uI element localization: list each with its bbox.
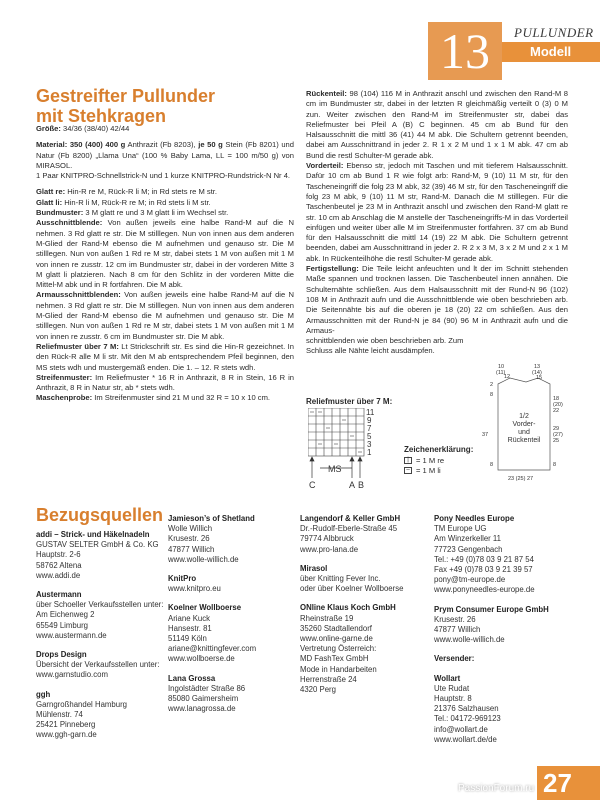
page-number: 27 (537, 766, 600, 800)
supplier-line: oder über Koelner Wollboerse (300, 584, 404, 594)
chart-arrow-label: B (358, 480, 365, 490)
supplier-line: Hansestr. 81 (168, 623, 212, 633)
supplier-line: Vertretung Österreich: (300, 644, 377, 654)
chart-ms-label: MS (328, 464, 342, 474)
watermark: PassionForum.ru (458, 783, 535, 794)
supplier-line: GUSTAV SELTER GmbH & Co. KG (36, 540, 159, 550)
page-title: Gestreifter Pullunder mit Stehkragen (36, 86, 216, 126)
supplier-line: Herrenstraße 24 (300, 674, 357, 684)
supplier-line: 85080 Gaimersheim (168, 694, 239, 704)
supplier-line: Tel.: +49 (0)78 03 9 21 87 54 (434, 554, 534, 564)
supplier-line: über Schoeller Verkaufsstellen unter: (36, 600, 164, 610)
supplier-link[interactable]: www.pro-lana.de (300, 544, 359, 554)
supplier-line: Mode in Handarbeiten (300, 664, 377, 674)
supplier-line: Wolle Willich (168, 524, 213, 534)
supplier-line: Mühlenstr. 74 (36, 710, 83, 720)
legend-title: Zeichenerklärung: (404, 445, 474, 454)
svg-text:29: 29 (553, 426, 560, 432)
supplier-name: Koelner Wollboerse (168, 603, 242, 613)
supplier-link[interactable]: www.ggh-garn.de (36, 730, 97, 740)
supplier-link[interactable]: www.wollboerse.de (168, 654, 235, 664)
supplier-line: Dr.-Rudolf-Eberle-Straße 45 (300, 524, 398, 534)
supplier-link[interactable]: www.wolle-willich.de (168, 554, 239, 564)
supplier-line: Am Eichenweg 2 (36, 610, 95, 620)
supplier-name: Wollart (434, 673, 461, 683)
supplier-link[interactable]: www.lanagrossa.de (168, 704, 236, 714)
supplier-name: Drops Design (36, 650, 87, 660)
svg-text:23 (25) 27: 23 (25) 27 (508, 476, 534, 482)
section-title: PULLUNDER (514, 25, 594, 40)
supplier-link[interactable]: info@wollart.de (434, 724, 488, 734)
supplier-line: Ingolstädter Straße 86 (168, 683, 246, 693)
svg-text:8: 8 (553, 462, 557, 468)
chart-arrow-label: C (309, 480, 316, 490)
supplier-line: MD FashTex GmbH (300, 654, 369, 664)
supplier-link[interactable]: www.addi.de (36, 570, 81, 580)
supplier-line: Tel.: 04172-969123 (434, 714, 501, 724)
svg-text:und: und (518, 429, 530, 436)
supplier-link[interactable]: www.online-garne.de (300, 634, 373, 644)
supplier-line: 51149 Köln (168, 634, 207, 644)
supplier-name: Langendorf & Keller GmbH (300, 514, 401, 523)
chart-row-label: 3 (367, 440, 372, 449)
supplier-name: Pony Needles Europe (434, 514, 515, 523)
supplier-line: Krusestr. 26 (434, 614, 476, 624)
model-number: 13 (428, 22, 502, 80)
legend-li-label: = 1 M li (416, 466, 441, 475)
svg-text:Vorder-: Vorder- (512, 421, 536, 428)
svg-text:2: 2 (490, 382, 494, 388)
supplier-line: Garngroßhandel Hamburg (36, 699, 128, 709)
supplier-line: 58762 Altena (36, 560, 82, 570)
supplier-name: ONline Klaus Koch GmbH (300, 603, 396, 613)
size-line: Größe: 34/36 (38/40) 42/44 (36, 124, 130, 133)
svg-text:15: 15 (536, 375, 543, 381)
supplier-link[interactable]: www.wolle-willich.de (434, 635, 505, 645)
supplier-link[interactable]: www.garnstudio.com (36, 670, 108, 680)
svg-text:37: 37 (482, 432, 489, 438)
supplier-line: Hauptstr. 2-6 (36, 550, 81, 560)
chart-row-label: 11 (366, 408, 375, 417)
supplier-line: 21376 Salzhausen (434, 704, 499, 714)
legend-re-symbol: | (404, 457, 412, 464)
svg-text:(27): (27) (553, 432, 563, 438)
supplier-line: 77723 Gengenbach (434, 544, 503, 554)
svg-text:8: 8 (490, 462, 494, 468)
chart-row-label: 1 (367, 448, 372, 457)
legend-li-symbol: – (404, 467, 412, 474)
supplier-name: ggh (36, 689, 51, 699)
supplier-line: 35260 Stadtallendorf (300, 623, 372, 633)
supplier-column-1 (36, 530, 184, 741)
legend-re-label: = 1 M re (416, 456, 445, 465)
supplier-line: Krusestr. 26 (168, 534, 210, 544)
svg-text:13: 13 (534, 364, 541, 370)
schematic-diagram (478, 362, 578, 490)
chart-row-label: 5 (367, 432, 372, 441)
supplier-line: Am Winzerkeller 11 (434, 534, 502, 544)
supplier-line: Hauptstr. 8 (434, 694, 472, 704)
supplier-line: 25421 Pinneberg (36, 720, 96, 730)
supplier-name: Jamieson’s of Shetland (168, 514, 255, 523)
supplier-name: Prym Consumer Europe GmbH (434, 604, 549, 614)
right-column: Rückenteil: 98 (104) 116 M in Anthrazit anschl und zwischen den Rand-M 8 cm im Bundmuster str, dabei in der letzten R gleichmäßig verteilt 0 (3) 0 M zun. Weiter zwischen den Rand-M im Streifenmuster str, dabei das Reliefmuster bei Pfeil A (B) C beginnen. 45 cm ab Bund für den Halsausschnitt die mittl 36 (41) 44 M abk. Die Schultern getrennt beenden, dabei am Ausschnittrand in jeder 2. R 1 x 2 M und 1 x 1 M abk. 47 cm ab Bund die restl Schulter-M gerade abk. Vorderteil: Ebenso str, jedoch mit Taschen und mit tieferem Halsausschnitt. Dafür 10 cm ab Bund 1 R wie folgt arb: Rand-M, 9 (10) 11 M str, für den Tascheneingriff die folg 23 M abk, 32 (39) 46 M str, für den Tascheneingriff die folg 23 M abk, 9 (10) 11 M str, Rand-M. Danach die M stilllegen. Für die Taschenbeutel je 23 M in Anthrazit anschl und zwischen den Rand-M glatt re str. 10 cm ab Anschlag die M anstelle der Tascheneingriffs-M in das Vorderteil einfügen und weiter über alle M im Streifenmuster fortfahren. 37 cm ab Bund für den Halsausschnitt die mittl 14 (19) 22 M abk. Die Schultern getrennt beenden, dabei am Ausschnittrand in jeder 2. R 2 x 3 M, 3 x 2 M und 2 x 1 M abk. In Rückenteilhöhe die restl Schulter-M gerade abk. Fertigstellung: Die Teile leicht anfeuchten und lt der im Schnitt stehenden Maße spannen und trocknen lassen. Die Taschenbeutel innen annähen. Die Schulternähte schließen. Aus dem Halsausschnitt mit der Rund-N 96 (102) 108 M in Anthrazit aufn und die Ausschnittblende wie oben beschrieben arb. Die Seitennähte bis auf die oberen je 18 (20) 22 cm schließen. Aus den Armausschnitten mit der Rund-N je 84 (90) 96 M in Anthrazit aufn und die Armaus- schnittblenden wie oben beschrieben arb. Zum Schluss alle Nähte leicht ausdämpfen. (306, 89, 568, 356)
svg-text:(14): (14) (532, 370, 542, 376)
supplier-column-3 (300, 514, 440, 695)
supplier-line: 65549 Limburg (36, 620, 89, 630)
chart-row-label: 9 (367, 416, 372, 425)
chart-row-label: 7 (367, 424, 372, 433)
material-line: Material: 350 (400) 400 g Anthrazit (Fb 8203), je 50 g Stein (Fb 8201) und Natur (Fb 8200) „Llama Una“ (100 % Baby Lama, LL = 100 m/50 g) von MIRASOL. (36, 140, 295, 170)
supplier-column-4 (434, 514, 574, 745)
supplier-line: Ute Rudat (434, 683, 470, 693)
supplier-link[interactable]: ariane@knittingfever.com (168, 644, 257, 654)
svg-text:18: 18 (553, 396, 560, 402)
supplier-name: addi – Strick- und Häkelnadeln (36, 530, 150, 539)
chart-arrow-label: A (349, 480, 356, 490)
svg-text:8: 8 (490, 392, 494, 398)
section-bar: Modell (502, 42, 600, 62)
svg-text:1/2: 1/2 (519, 413, 529, 420)
supplier-line: Ariane Kuck (168, 613, 211, 623)
supplier-name: Mirasol (300, 563, 328, 573)
supplier-link[interactable]: www.austermann.de (36, 630, 107, 640)
svg-text:Rückenteil: Rückenteil (507, 437, 541, 444)
svg-text:25: 25 (553, 438, 560, 444)
supplier-line: 79774 Albbruck (300, 534, 354, 544)
supplier-name: Lana Grossa (168, 673, 216, 683)
supplier-line: TM Europe UG (434, 524, 487, 534)
supplier-name: Austermann (36, 590, 82, 600)
supplier-column-2 (168, 514, 304, 714)
supplier-link[interactable]: www.ponyneedles-europe.de (434, 585, 535, 595)
supplier-name: KnitPro (168, 574, 197, 584)
svg-text:(20): (20) (553, 402, 563, 408)
supplier-line: 47877 Willich (168, 544, 215, 554)
supplier-line: Rheinstraße 19 (300, 613, 354, 623)
chart-title: Reliefmuster über 7 M: (306, 397, 393, 406)
supplier-line: Fax +49 (0)78 03 9 21 39 57 (434, 565, 533, 575)
supplier-line: 47877 Willich (434, 625, 481, 635)
supplier-link[interactable]: www.wollart.de/de (434, 734, 497, 744)
knitting-chart (308, 408, 388, 490)
supplier-link[interactable]: www.knitpro.eu (168, 584, 221, 594)
supplier-name: Versender: (434, 654, 475, 664)
supplier-link[interactable]: pony@tm-europe.de (434, 575, 506, 585)
supplier-line: 4320 Perg (300, 685, 336, 695)
svg-text:22: 22 (553, 408, 560, 414)
svg-text:(11): (11) (496, 370, 506, 376)
suppliers-title: Bezugsquellen (36, 505, 164, 525)
supplier-line: über Knitting Fever Inc. (300, 574, 381, 584)
svg-text:12: 12 (504, 374, 511, 380)
supplier-line: Übersicht der Verkaufsstellen unter: (36, 660, 160, 670)
svg-text:10: 10 (498, 364, 505, 370)
left-column: Größe: 34/36 (38/40) 42/44 Material: 350 (400) 400 g Anthrazit (Fb 8203), je 50 g Stein (Fb 8201) und Natur (Fb 8200) „Llama Una“ (100 % Baby Lama, LL = 100 m/50 g) von MIRASOL. 1 Paar KNITPRO-Schnellstrick-N und 1 kurze KNITPRO-Rundstrick-N Nr 4. Glatt re: Hin-R re M, Rück-R li M; in Rd stets re M str. Glatt li: Hin-R li M, Rück-R re M; in Rd stets li M str. Bundmuster: 3 M glatt re und 3 M glatt li im Wechsel str. Ausschnittblende: Von außen jeweils eine halbe Rand-M auf die N nehmen. 3 Rd glatt re str. Die M stilllegen. Nun von innen aus dem anderen M-Glied der Rand-M ebenso die M aufnehmen und genauso str. Die M stilllegen. Nun von außen 1 Rd re M str, dabei stets 1 M von außen mit 1 M von innen re zusstr. 12 cm im Bundmuster str, dabei in der vorderen Mitte 3 M glatt li platzieren. Nach 8 cm für den Schlitz in der vorderen Mitte die Mittel-M abk und in R fortfahren. Die M abk. Armausschnittblenden: Von außen jeweils eine halbe Rand-M auf die N nehmen. 3 Rd glatt re str. Die M stilllegen. Nun von innen aus dem anderen M-Glied der Rand-M ebenso die M aufnehmen und genauso str. Die M stilllegen. Nun von außen 1 Rd re M str, dabei stets 1 M von außen mit 1 M von innen re zusstr. 6 cm im Bundmuster str. Die M abk. Reliefmuster über 7 M: Lt Strickschrift str. Es sind die Hin-R gezeichnet. In den Rück-R alle M li str. Mit den M ab entsprechendem Pfeil beginnen, den MS stets wdh und mustergemäß enden. Die 1. – 12. R stets wdh. Streifenmuster: Im Reliefmuster * 16 R in Anthrazit, 8 R in Stein, 16 R in Anthrazit, 8 R in Natur str, ab * stets wdh. Maschenprobe: Im Streifenmuster sind 21 M und 32 R = 10 x 10 cm. (36, 124, 295, 403)
